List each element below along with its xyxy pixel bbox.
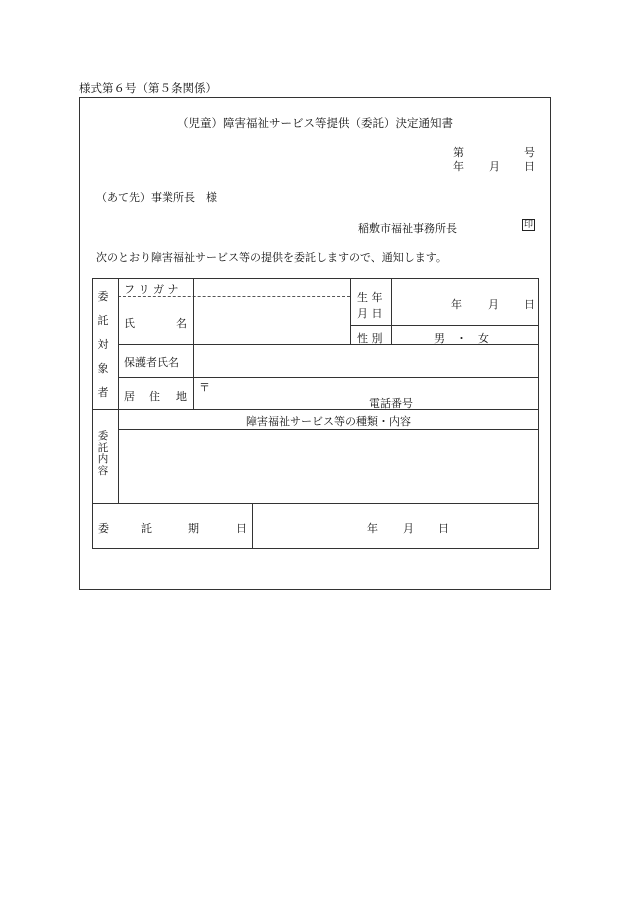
period-month: 月 xyxy=(403,522,414,535)
period-label-b: 託 xyxy=(141,522,152,535)
guardian-field[interactable] xyxy=(195,346,537,376)
gender-label: 性 別 xyxy=(357,332,383,345)
service-content-field[interactable] xyxy=(120,431,537,501)
intro-text: 次のとおり障害福祉サービス等の提供を委託しますので、通知します。 xyxy=(96,251,447,264)
address-label-c: 地 xyxy=(176,390,187,403)
birth-label-line1: 生 年 xyxy=(357,291,383,304)
content-section-label: 委 託 内 容 xyxy=(97,430,109,477)
name-label-b: 名 xyxy=(176,317,187,330)
number-suffix: 号 xyxy=(524,146,535,159)
furigana-field[interactable] xyxy=(195,280,347,295)
number-prefix: 第 xyxy=(453,146,464,159)
period-label-c: 期 xyxy=(188,522,199,535)
name-field[interactable] xyxy=(195,298,347,342)
seal-mark: 印 xyxy=(523,220,533,230)
date-day: 日 xyxy=(524,160,535,173)
address-field[interactable] xyxy=(195,379,537,407)
guardian-label: 保護者氏名 xyxy=(124,356,179,369)
date-month: 月 xyxy=(489,160,500,173)
service-header: 障害福祉サービス等の種類・内容 xyxy=(246,415,411,428)
date-year: 年 xyxy=(453,160,464,173)
phone-label: 電話番号 xyxy=(369,397,413,410)
target-section-label: 委 託 対 象 者 xyxy=(97,290,109,399)
addressee: （あて先）事業所長 様 xyxy=(96,191,217,204)
form-label: 様式第６号（第５条関係） xyxy=(79,81,217,95)
period-day: 日 xyxy=(438,522,449,535)
issuer: 稲敷市福祉事務所長 xyxy=(358,222,457,235)
address-label-b: 住 xyxy=(149,390,160,403)
period-year: 年 xyxy=(367,522,378,535)
furigana-label: フ リ ガ ナ xyxy=(124,283,179,296)
birth-label-line2: 月 日 xyxy=(357,307,383,320)
birth-year: 年 xyxy=(451,298,462,311)
gender-value[interactable]: 男 ・ 女 xyxy=(434,332,489,345)
document-title: （児童）障害福祉サービス等提供（委託）決定通知書 xyxy=(177,116,453,130)
address-label-a: 居 xyxy=(124,390,135,403)
period-label-d: 日 xyxy=(236,522,247,535)
period-field[interactable] xyxy=(255,506,537,547)
birth-day: 日 xyxy=(524,298,535,311)
postal-mark: 〒 xyxy=(199,381,210,394)
name-label-a: 氏 xyxy=(124,317,135,330)
birth-month: 月 xyxy=(488,298,499,311)
period-label-a: 委 xyxy=(98,522,109,535)
